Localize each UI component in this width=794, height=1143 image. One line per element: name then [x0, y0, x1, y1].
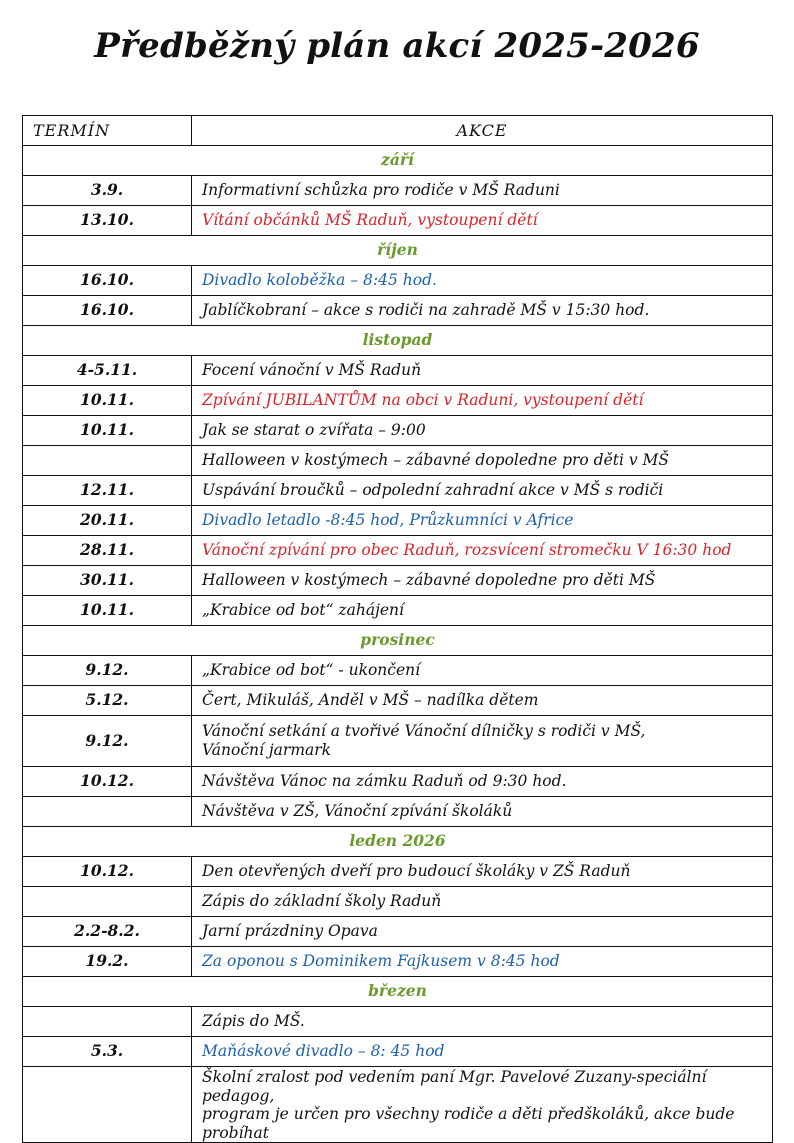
event-text-continued: Vánoční jarmark	[202, 741, 332, 759]
event-text: Zápis do základní školy Raduň	[202, 892, 442, 911]
table-row	[23, 917, 773, 947]
event-cell	[192, 566, 773, 596]
event-cell	[192, 917, 773, 947]
table-row	[23, 686, 773, 716]
event-date	[23, 1067, 192, 1143]
event-date: 10.11.	[23, 416, 192, 446]
event-cell	[192, 206, 773, 236]
event-text: Divadlo letadlo -8:45 hod, Průzkumníci v Africe	[202, 511, 574, 530]
event-text: Zpívání JUBILANTŮM na obci v Raduni, vystoupení dětí	[202, 391, 644, 410]
event-cell	[192, 386, 773, 416]
table-row	[23, 476, 773, 506]
event-text: Focení vánoční v MŠ Raduň	[202, 361, 422, 380]
event-cell	[192, 446, 773, 476]
event-cell	[192, 767, 773, 797]
event-cell	[192, 536, 773, 566]
event-text: Za oponou s Dominikem Fajkusem v 8:45 hod	[202, 952, 560, 971]
month-label: leden 2026	[23, 827, 773, 857]
month-row	[23, 326, 773, 356]
event-cell	[192, 686, 773, 716]
event-text: „Krabice od bot“ zahájení	[202, 601, 404, 620]
event-date: 13.10.	[23, 206, 192, 236]
event-cell	[192, 596, 773, 626]
event-date: 10.12.	[23, 767, 192, 797]
event-cell	[192, 797, 773, 827]
event-text: Vánoční zpívání pro obec Raduň, rozsvícení stromečku V 16:30 hod	[202, 541, 732, 560]
table-row	[23, 716, 773, 767]
event-text: Halloween v kostýmech – zábavné dopoledne pro děti v MŠ	[202, 451, 670, 470]
event-text: Informativní schůzka pro rodiče v MŠ Raduni	[202, 181, 560, 200]
month-row	[23, 977, 773, 1007]
table-header-row	[23, 116, 773, 146]
table-row	[23, 296, 773, 326]
event-text: Školní zralost pod vedením paní Mgr. Pavelové Zuzany-speciální pedagog,	[202, 1068, 707, 1105]
event-date: 3.9.	[23, 176, 192, 206]
event-date: 4-5.11.	[23, 356, 192, 386]
event-date: 10.11.	[23, 596, 192, 626]
table-row	[23, 446, 773, 476]
event-text: Jarní prázdniny Opava	[202, 922, 378, 941]
table-row	[23, 947, 773, 977]
event-cell	[192, 506, 773, 536]
event-date: 16.10.	[23, 296, 192, 326]
event-date	[23, 887, 192, 917]
event-cell	[192, 356, 773, 386]
event-text: Návštěva Vánoc na zámku Raduň od 9:30 hod.	[202, 772, 567, 791]
event-text: Zápis do MŠ.	[202, 1012, 305, 1031]
event-text: Vítání občánků MŠ Raduň, vystoupení dětí	[202, 211, 538, 230]
event-cell	[192, 656, 773, 686]
event-text-continued: program je určen pro všechny rodiče a děti předškoláků, akce bude probíhat	[202, 1105, 735, 1142]
month-row	[23, 626, 773, 656]
table-row	[23, 176, 773, 206]
event-date	[23, 1007, 192, 1037]
table-row	[23, 656, 773, 686]
event-cell	[192, 857, 773, 887]
header-akce: AKCE	[192, 116, 773, 146]
event-date: 10.12.	[23, 857, 192, 887]
table-row	[23, 596, 773, 626]
table-row	[23, 887, 773, 917]
table-row	[23, 857, 773, 887]
event-text: Uspávání broučků – odpolední zahradní akce v MŠ s rodiči	[202, 481, 664, 500]
event-date: 9.12.	[23, 656, 192, 686]
event-text: Maňáskové divadlo – 8: 45 hod	[202, 1042, 445, 1061]
event-text: Návštěva v ZŠ, Vánoční zpívání školáků	[202, 802, 513, 821]
event-cell	[192, 476, 773, 506]
event-date	[23, 446, 192, 476]
event-cell	[192, 1037, 773, 1067]
event-date: 12.11.	[23, 476, 192, 506]
month-row	[23, 827, 773, 857]
table-body	[23, 146, 773, 1143]
table-row	[23, 506, 773, 536]
table-row	[23, 797, 773, 827]
event-text: Divadlo koloběžka – 8:45 hod.	[202, 271, 437, 290]
event-date: 9.12.	[23, 716, 192, 767]
event-text: Čert, Mikuláš, Anděl v MŠ – nadílka dětem	[202, 691, 539, 710]
table-row	[23, 1007, 773, 1037]
table-row	[23, 1037, 773, 1067]
event-text: Halloween v kostýmech – zábavné dopoledne pro děti MŠ	[202, 571, 656, 590]
event-date: 19.2.	[23, 947, 192, 977]
event-cell	[192, 716, 773, 767]
month-label: září	[23, 146, 773, 176]
event-date: 20.11.	[23, 506, 192, 536]
event-cell	[192, 947, 773, 977]
month-label: prosinec	[23, 626, 773, 656]
event-date: 16.10.	[23, 266, 192, 296]
month-label: listopad	[23, 326, 773, 356]
table-row	[23, 266, 773, 296]
event-text: Vánoční setkání a tvořivé Vánoční dílničky s rodiči v MŠ,	[202, 722, 646, 741]
table-row	[23, 386, 773, 416]
page-title: Předběžný plán akcí 2025-2026	[94, 26, 700, 66]
event-cell	[192, 1007, 773, 1037]
event-date	[23, 797, 192, 827]
table-row	[23, 767, 773, 797]
event-cell	[192, 416, 773, 446]
table-row	[23, 356, 773, 386]
event-cell	[192, 266, 773, 296]
event-cell	[192, 296, 773, 326]
event-text: „Krabice od bot“ - ukončení	[202, 661, 421, 680]
event-date: 10.11.	[23, 386, 192, 416]
event-date: 5.12.	[23, 686, 192, 716]
month-row	[23, 236, 773, 266]
month-label: říjen	[23, 236, 773, 266]
event-cell	[192, 176, 773, 206]
table-row	[23, 416, 773, 446]
table-row	[23, 566, 773, 596]
event-text: Jablíčkobraní – akce s rodiči na zahradě MŠ v 15:30 hod.	[202, 301, 650, 320]
event-date: 2.2-8.2.	[23, 917, 192, 947]
table-row	[23, 536, 773, 566]
event-date: 28.11.	[23, 536, 192, 566]
table-row	[23, 1067, 773, 1143]
table-row	[23, 206, 773, 236]
header-termin: TERMÍN	[23, 116, 192, 146]
month-label: březen	[23, 977, 773, 1007]
event-cell	[192, 1067, 773, 1143]
events-table	[22, 115, 773, 1143]
event-date: 30.11.	[23, 566, 192, 596]
month-row	[23, 146, 773, 176]
event-text: Jak se starat o zvířata – 9:00	[202, 421, 426, 440]
event-text: Den otevřených dveří pro budoucí školáky v ZŠ Raduň	[202, 862, 631, 881]
event-cell	[192, 887, 773, 917]
event-date: 5.3.	[23, 1037, 192, 1067]
